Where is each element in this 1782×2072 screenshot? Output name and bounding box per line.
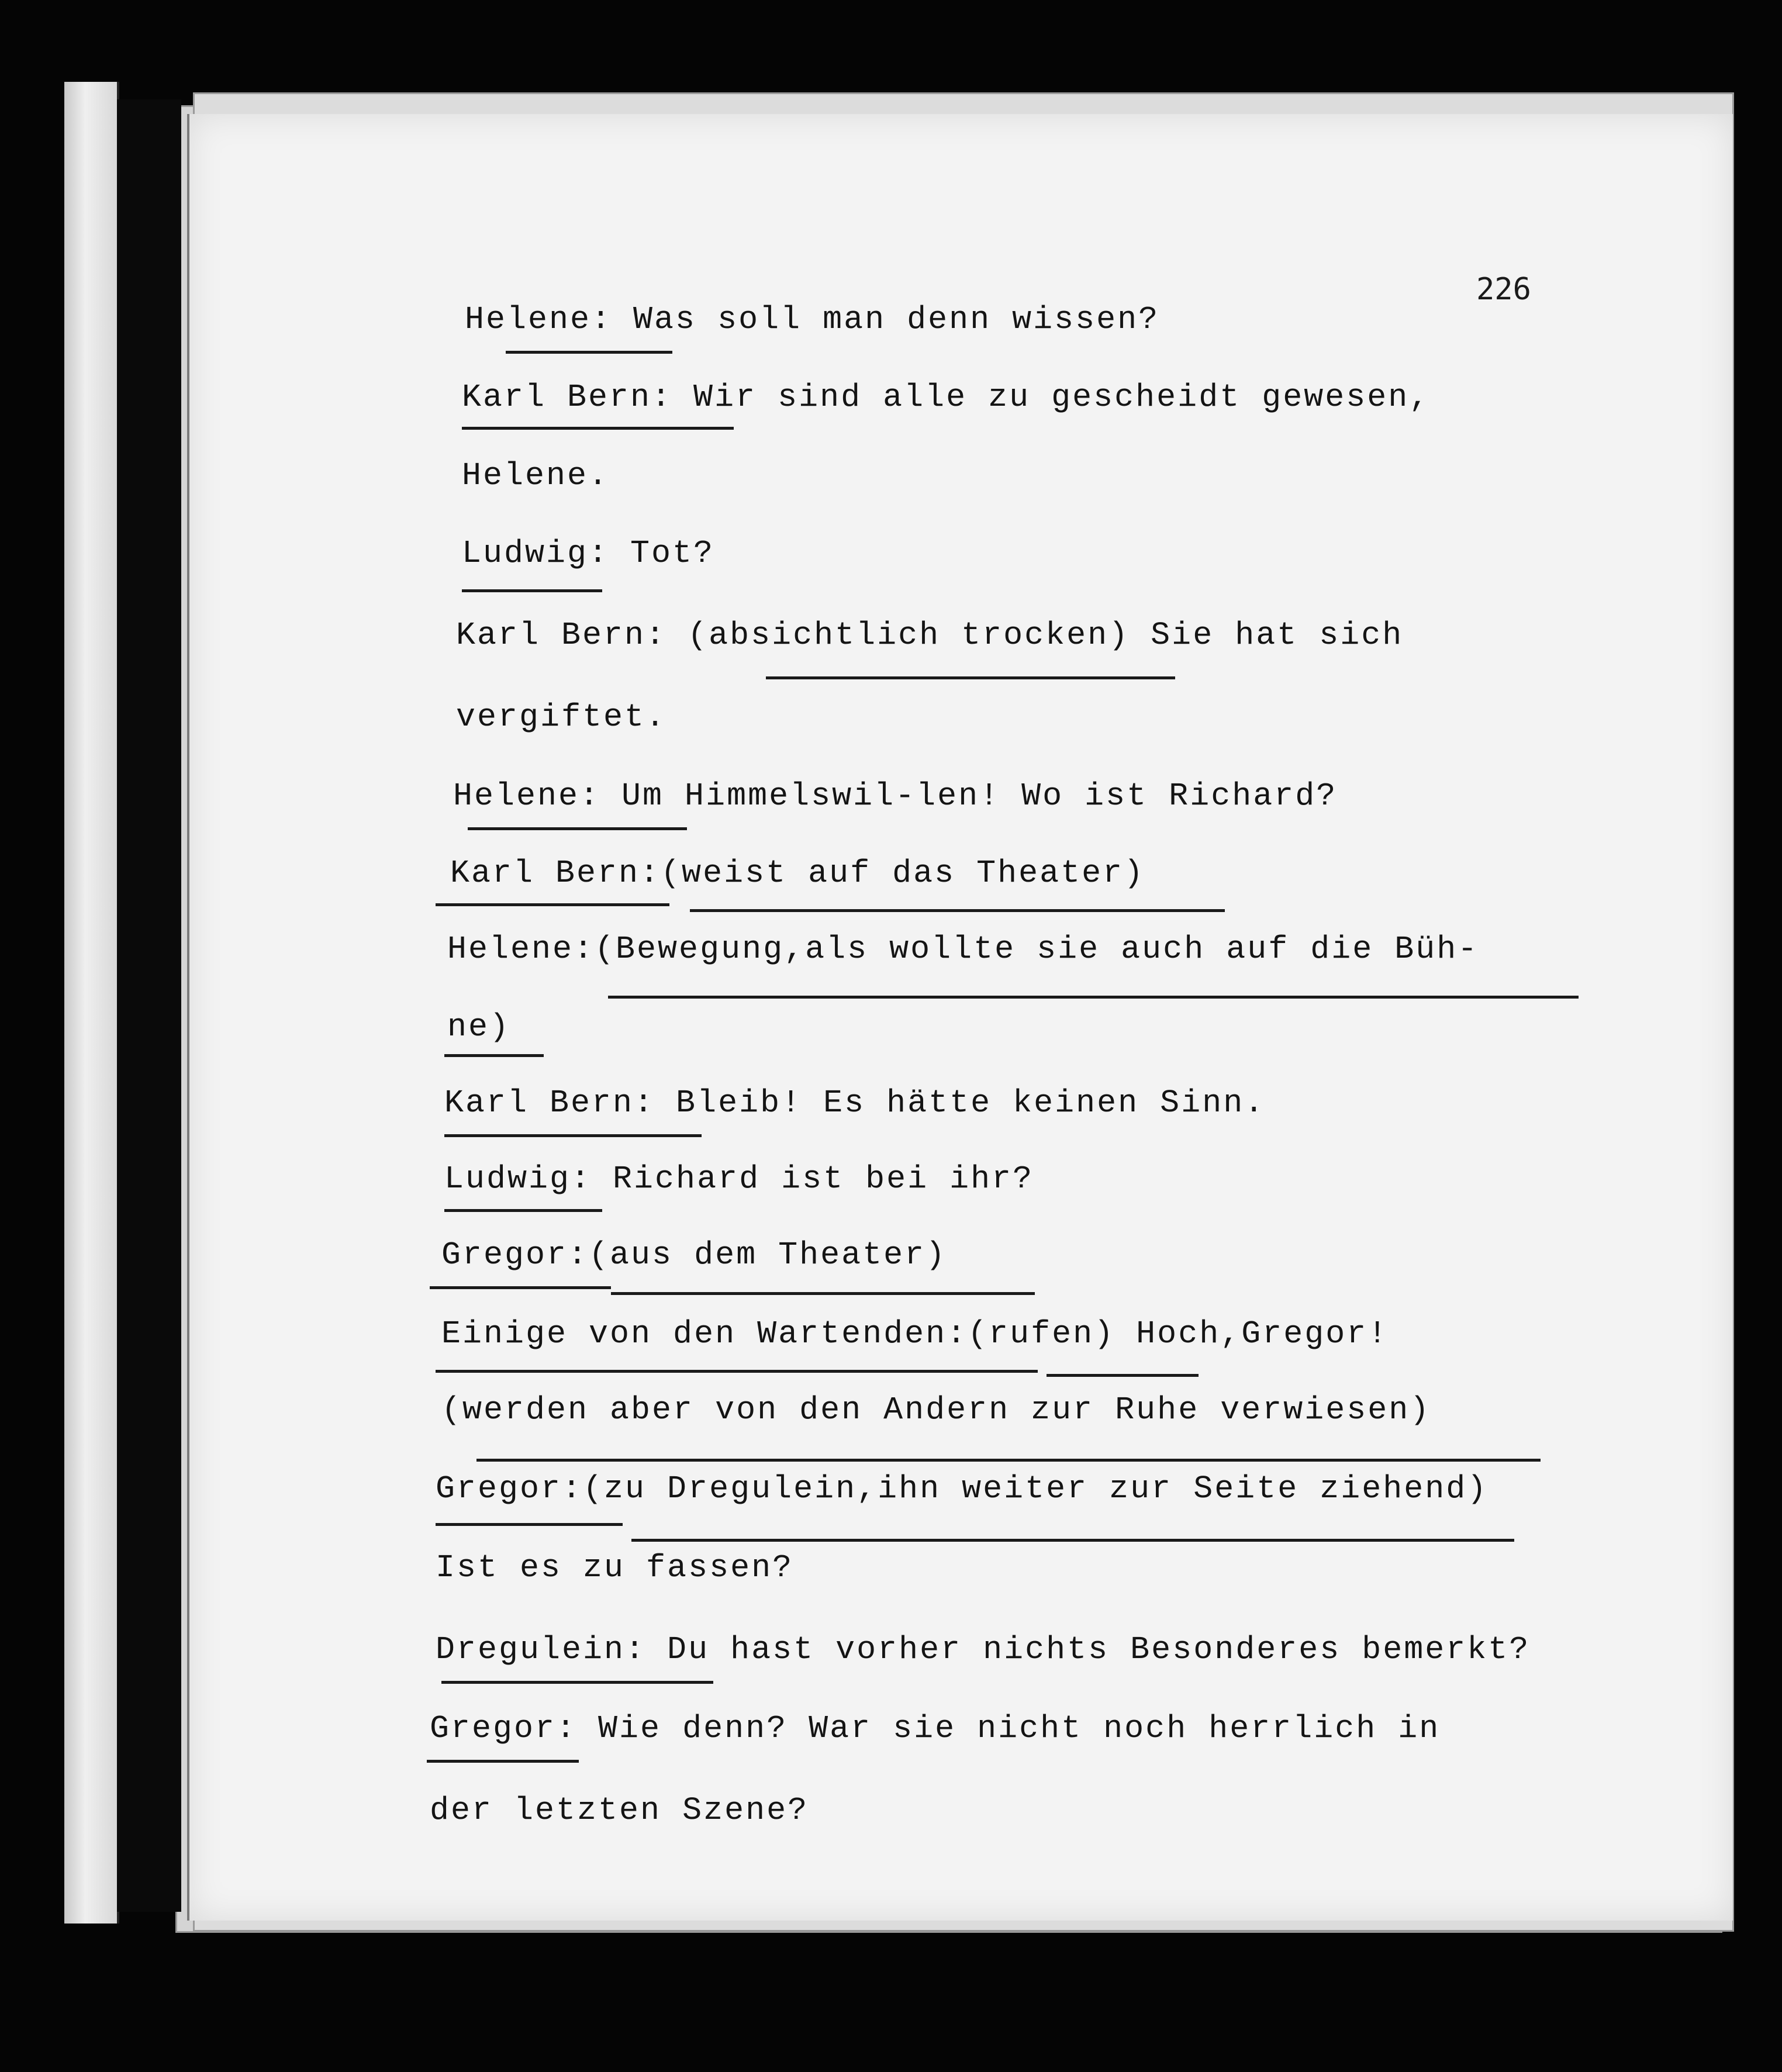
page-number: 226 <box>1476 272 1531 307</box>
stage-direction-underline <box>690 909 1225 912</box>
page-edge-strip <box>64 82 119 1923</box>
speaker-underline <box>436 1370 1038 1373</box>
speaker-underline <box>462 427 734 430</box>
speaker-underline <box>444 1134 702 1137</box>
text-line: (werden aber von den Andern zur Ruhe verwiesen) <box>441 1391 1431 1428</box>
speaker-underline <box>506 351 672 354</box>
text-line: Karl Bern: Bleib! Es hätte keinen Sinn. <box>444 1085 1266 1121</box>
stage-direction-underline <box>1047 1374 1199 1377</box>
speaker-underline <box>462 589 602 592</box>
binding-shadow <box>117 99 181 1912</box>
text-line: Dregulein: Du hast vorher nichts Besonderes bemerkt? <box>436 1631 1531 1668</box>
text-line: Karl Bern:(weist auf das Theater) <box>450 855 1145 892</box>
text-line: Helene: Um Himmelswil-len! Wo ist Richard? <box>453 778 1338 814</box>
stage-direction-underline <box>631 1539 1514 1542</box>
speaker-underline <box>436 903 669 906</box>
text-line: Helene. <box>462 457 610 494</box>
text-line: Gregor:(zu Dregulein,ihn weiter zur Seite ziehend) <box>436 1470 1489 1507</box>
stage-direction-underline <box>608 996 1579 999</box>
text-line: Einige von den Wartenden:(rufen) Hoch,Gregor! <box>441 1315 1389 1352</box>
speaker-underline <box>427 1760 579 1763</box>
text-line: Gregor: Wie denn? War sie nicht noch herrlich in <box>430 1710 1441 1747</box>
text-line: Helene: Was soll man denn wissen? <box>465 301 1160 338</box>
text-line: Karl Bern: (absichtlich trocken) Sie hat sich <box>456 617 1404 654</box>
text-line: Helene:(Bewegung,als wollte sie auch auf die Büh- <box>447 931 1479 968</box>
speaker-underline <box>430 1286 611 1289</box>
text-line: Ist es zu fassen? <box>436 1549 794 1586</box>
stage-direction-underline <box>766 676 1175 679</box>
stage-direction-underline <box>444 1054 544 1057</box>
speaker-underline <box>441 1681 713 1684</box>
text-line: der letzten Szene? <box>430 1792 809 1829</box>
stage-direction-underline <box>476 1459 1541 1462</box>
speaker-underline <box>436 1523 623 1526</box>
text-line: ne) <box>447 1009 511 1045</box>
text-line: Ludwig: Tot? <box>462 535 715 572</box>
text-line: vergiftet. <box>456 699 667 735</box>
text-line: Gregor:(aus dem Theater) <box>441 1237 947 1273</box>
text-line: Karl Bern: Wir sind alle zu gescheidt gewesen, <box>462 379 1431 416</box>
text-line: Ludwig: Richard ist bei ihr? <box>444 1161 1034 1197</box>
speaker-underline <box>444 1209 602 1212</box>
speaker-underline <box>468 827 687 830</box>
stage-direction-underline <box>611 1292 1035 1295</box>
